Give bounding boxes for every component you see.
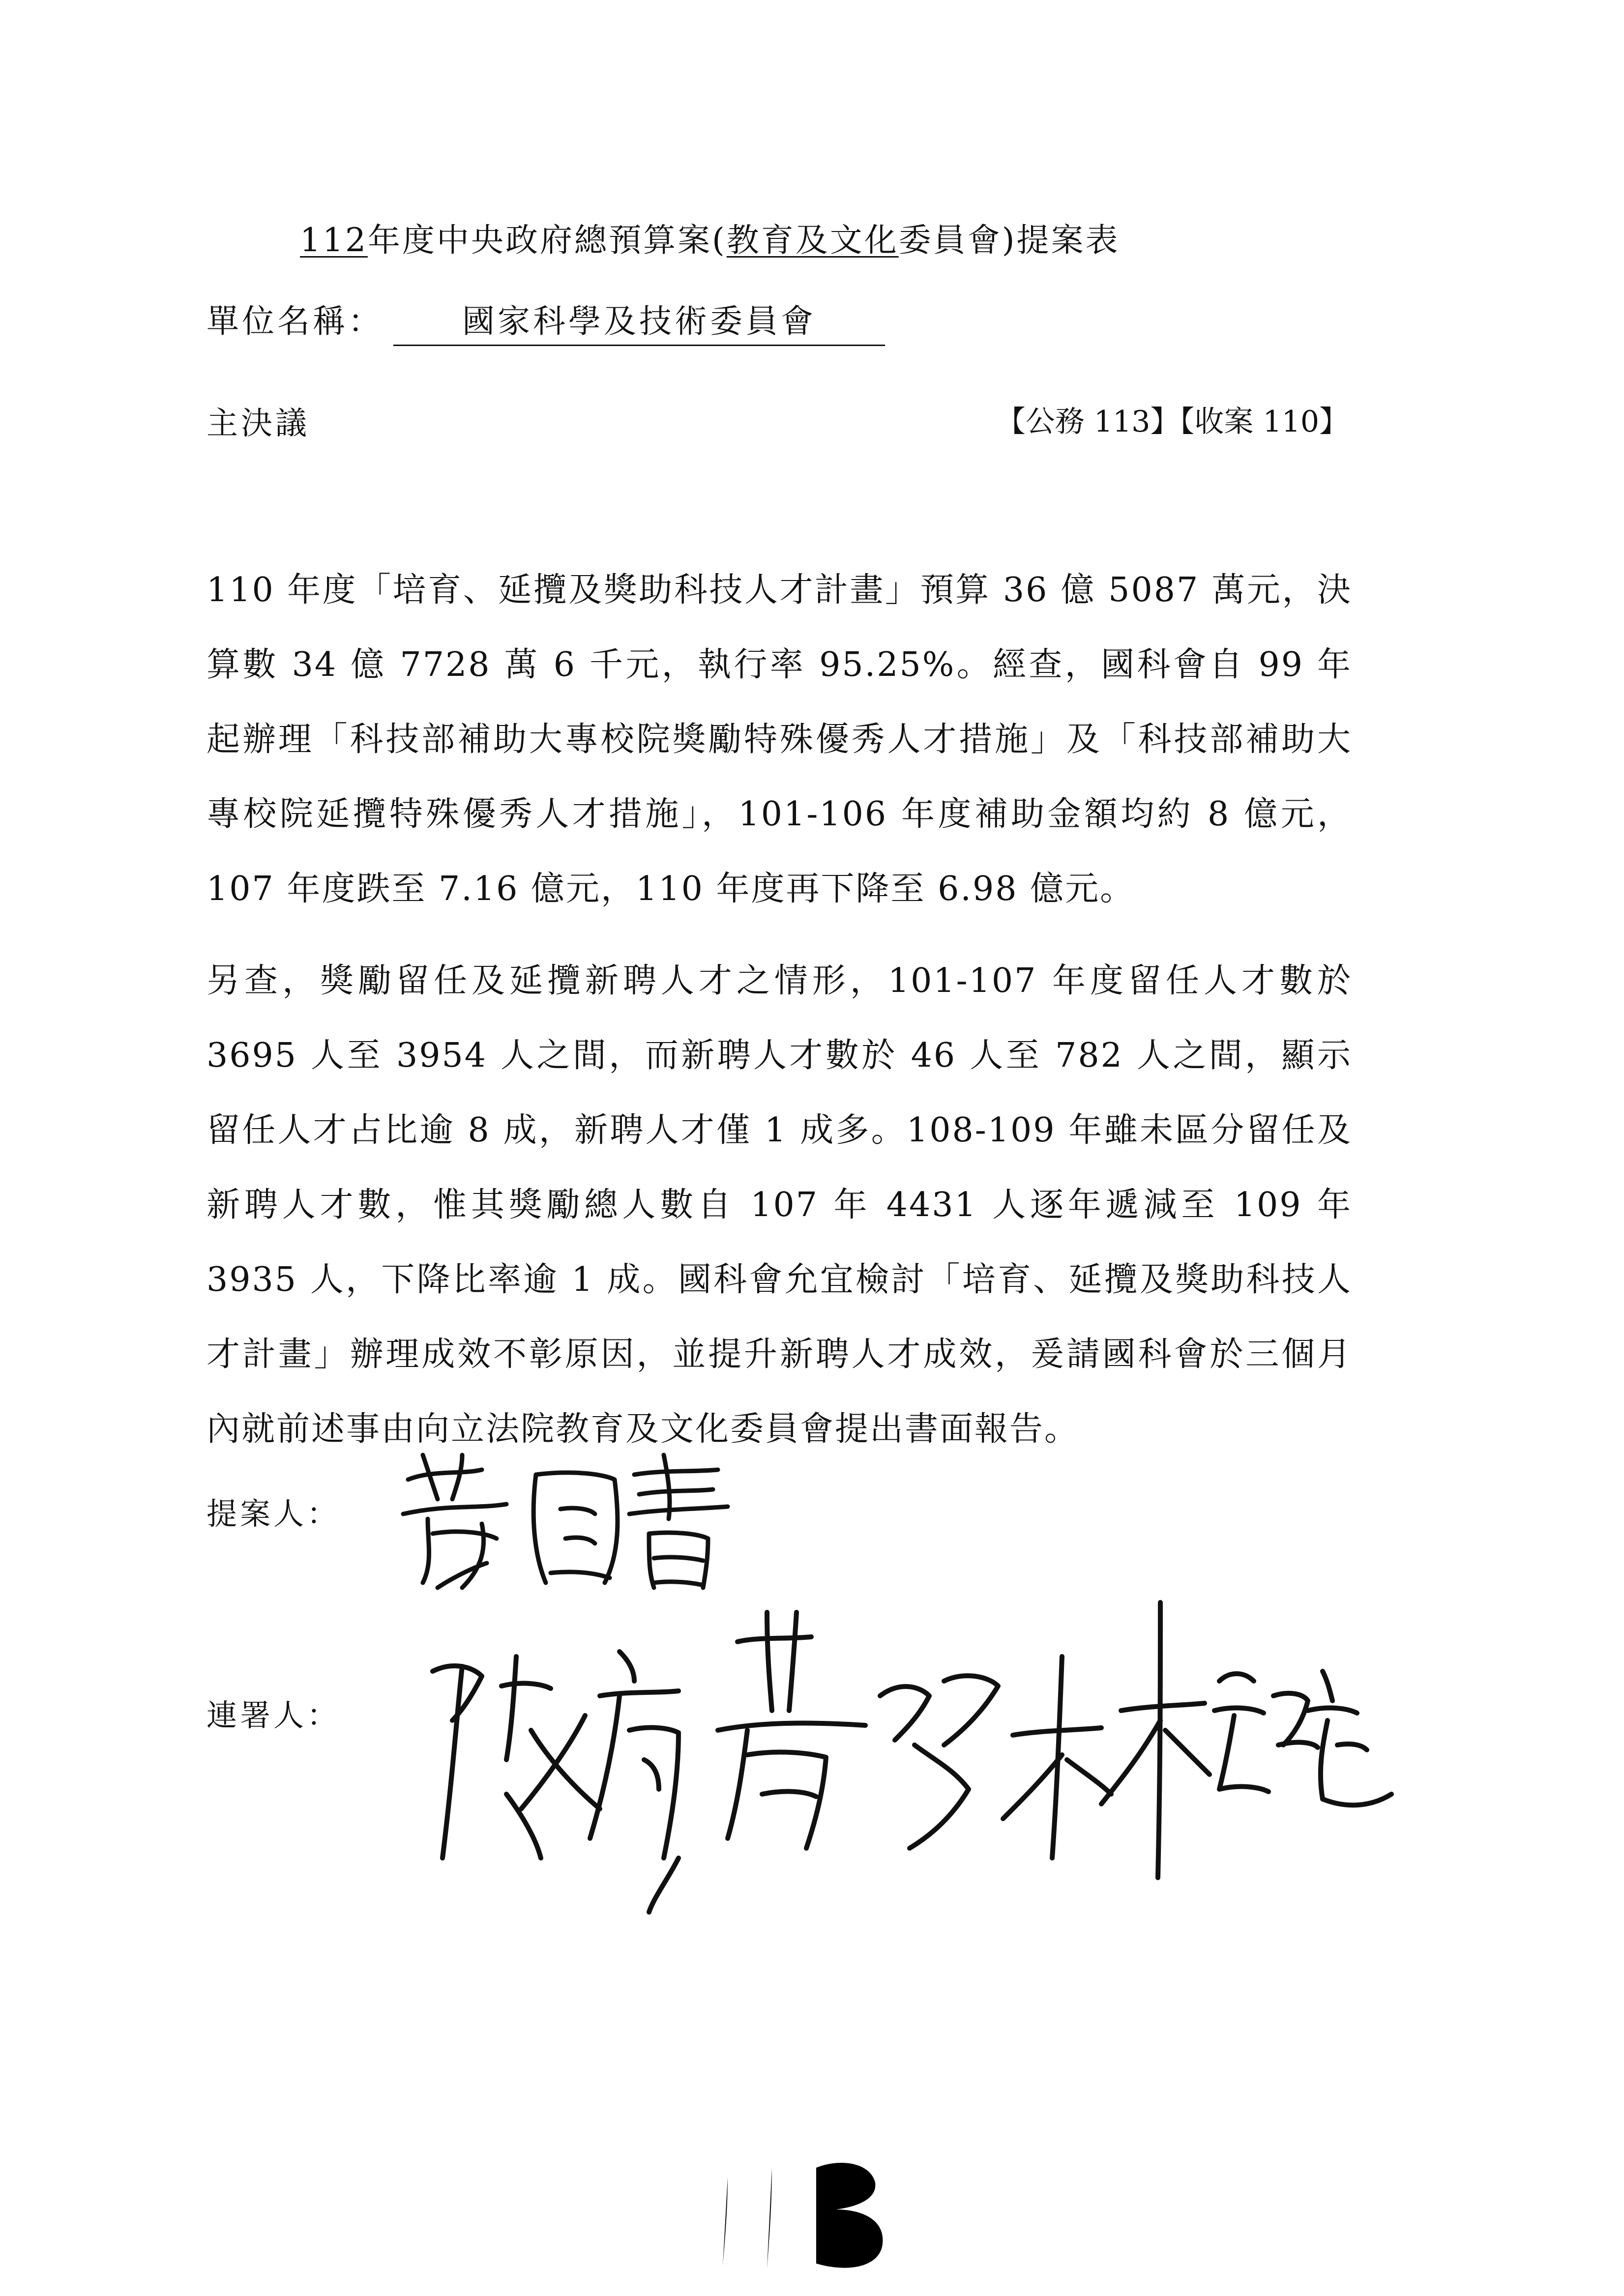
title-middle: 年度中央政府總預算案( bbox=[367, 221, 727, 259]
handwritten-page-number bbox=[708, 2148, 915, 2278]
title-committee: 教育及文化 bbox=[726, 221, 899, 259]
body-paragraph-1: 110 年度「培育、延攬及獎助科技人才計畫」預算 36 億 5087 萬元，決算數 34 億 7728 萬 6 千元，執行率 95.25%。經查，國科會自 99 年起辦理「科技部補助大專校院獎勵特殊優秀人才措施」及「科技部補助大專校院延攬特殊優秀人才措施」，101-106 年度補助金額均約 8 億元，107 年度跌至 7.16 億元，110 年度再下降至 6.98 億元。 bbox=[207, 571, 1352, 908]
proposer-signature bbox=[388, 1440, 742, 1599]
proposer-label: 提案人： bbox=[207, 1496, 341, 1532]
cosigner-label: 連署人： bbox=[207, 1697, 341, 1733]
case-tag: 【公務 113】【收案 110】 bbox=[996, 405, 1349, 439]
body-paragraph-2: 另查，獎勵留任及延攬新聘人才之情形，101-107 年度留任人才數於 3695 人至 3954 人之間，而新聘人才數於 46 人至 782 人之間，顯示留任人才占比逾 8 成，新聘人才僅 1 成多。108-109 年雖未區分留任及新聘人才數，惟其獎勵總人數自 107 年 4431 人逐年遞減至 109 年 3935 人，下降比率逾 1 成。國科會允宜檢討「培育、延攬及獎助科技人才計畫」辦理成效不彰原因，並提升新聘人才成效，爰請國科會於三個月內就前述事由向立法院教育及文化委員會提出書面報告。 bbox=[207, 961, 1352, 1449]
title-year: 112 bbox=[300, 221, 368, 259]
resolution-label: 主決議 bbox=[207, 406, 310, 442]
unit-label: 單位名稱： bbox=[207, 302, 384, 340]
unit-name: 國家科學及技術委員會 bbox=[393, 295, 885, 346]
title-end: 委員會)提案表 bbox=[898, 221, 1120, 259]
document-title bbox=[300, 214, 1382, 261]
cosigner-signatures bbox=[423, 1583, 1396, 1929]
unit-row bbox=[207, 295, 885, 346]
